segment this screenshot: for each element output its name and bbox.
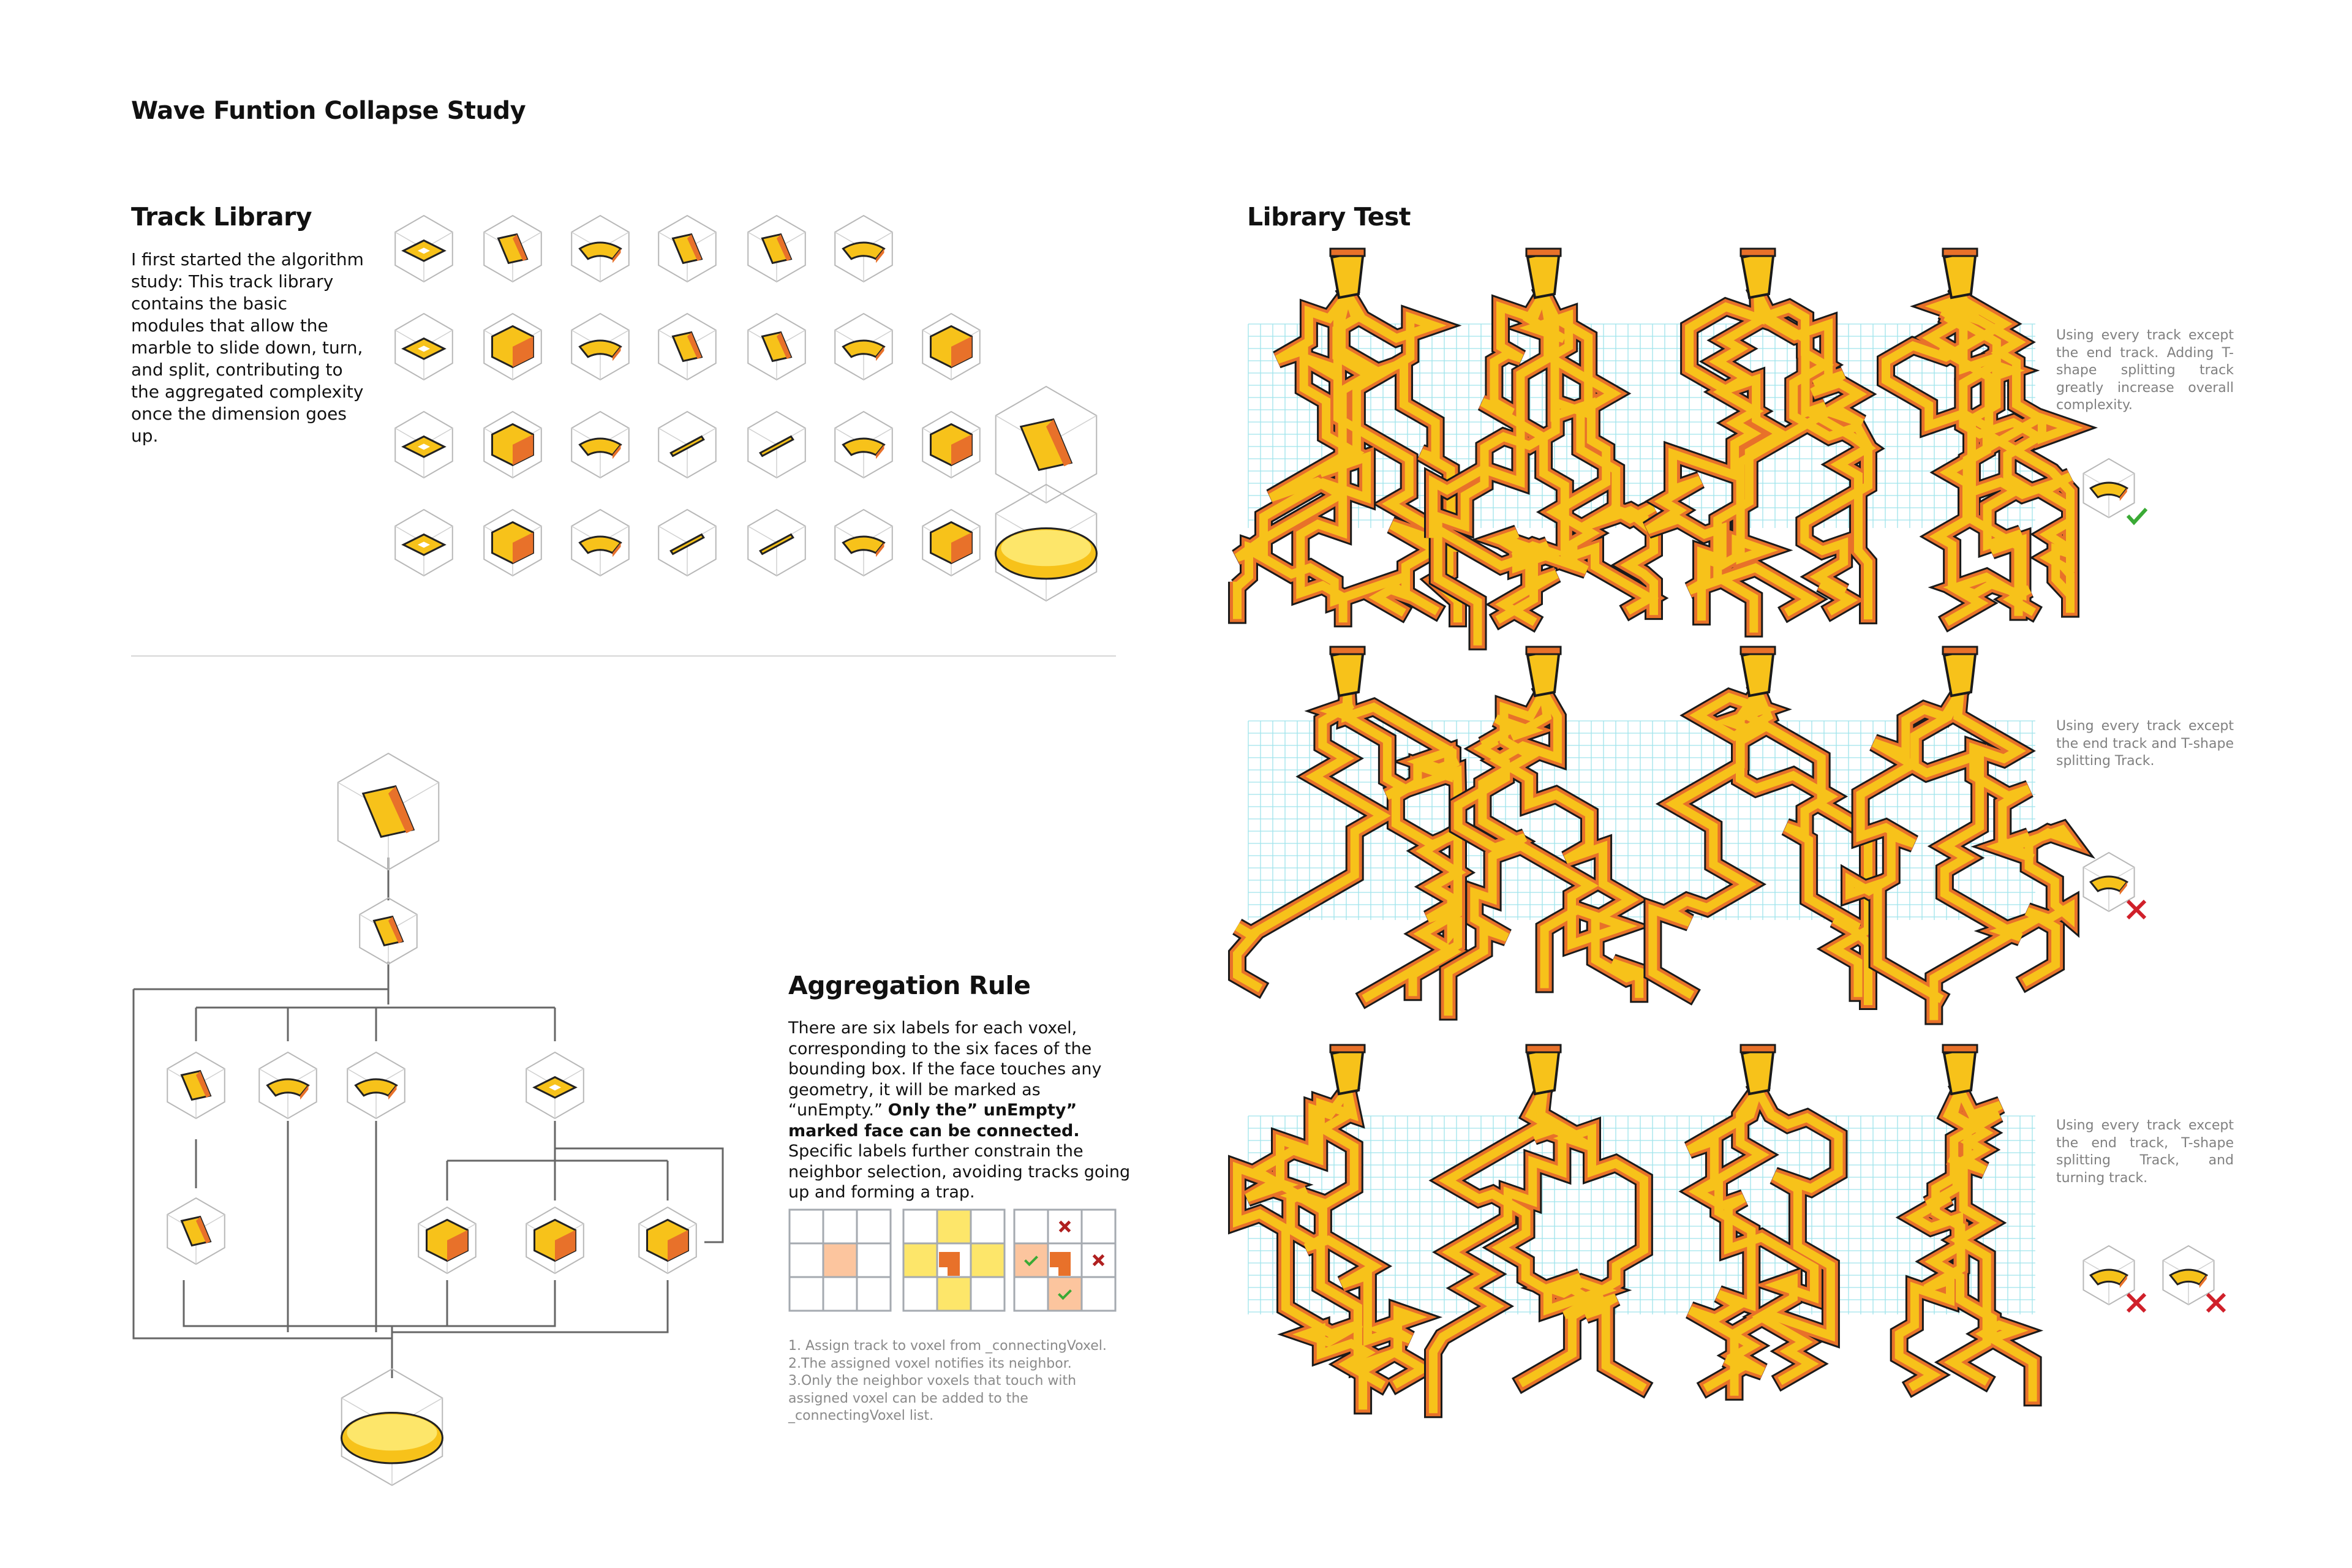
voxel-cell bbox=[790, 1243, 823, 1277]
track-module bbox=[484, 216, 541, 282]
test-caption-2: Using every track except the end track and T-shape splitting Track. bbox=[2056, 718, 2234, 769]
track-module bbox=[922, 412, 980, 478]
bounding-box-edge bbox=[748, 428, 777, 445]
track-module bbox=[347, 1052, 405, 1118]
track-module bbox=[338, 753, 439, 870]
bounding-box-edge bbox=[658, 526, 687, 543]
voxel-cell bbox=[971, 1277, 1005, 1311]
rule-text-1: There are six labels for each voxel, corresponding to the six faces of the bounding box. If the face touches any geometry, it will be marked as “unEmpty.” bbox=[788, 1019, 1102, 1120]
track-module bbox=[167, 1052, 225, 1118]
track-module bbox=[2083, 1246, 2134, 1305]
library-test-heading: Library Test bbox=[1247, 202, 1411, 232]
aggregated-track-structure bbox=[1689, 1045, 1838, 1392]
track-module bbox=[342, 1369, 443, 1485]
flow-connector bbox=[392, 1280, 668, 1332]
test-caption-3: Using every track except the end track, T-shape splitting Track, and turning track. bbox=[2056, 1118, 2234, 1186]
track-module bbox=[167, 1198, 225, 1264]
voxel-cell bbox=[823, 1243, 857, 1277]
track-module bbox=[748, 216, 805, 282]
voxel-cell bbox=[903, 1210, 937, 1243]
start-track bbox=[1332, 1047, 1363, 1094]
rule-text-bold: Only the” unEmpty” marked face can be connected. bbox=[788, 1101, 1080, 1140]
voxel-grid-diagram bbox=[790, 1210, 891, 1311]
start-track-rim bbox=[1330, 1045, 1365, 1052]
page-title: Wave Funtion Collapse Study bbox=[131, 97, 526, 125]
voxel-cell bbox=[937, 1277, 971, 1311]
voxel-cell bbox=[971, 1210, 1005, 1243]
voxel-cell bbox=[1014, 1210, 1048, 1243]
voxel-cell bbox=[823, 1210, 857, 1243]
track-module bbox=[418, 1207, 476, 1273]
voxel-cell bbox=[1082, 1210, 1115, 1243]
flow-connector bbox=[134, 989, 392, 1338]
aggregated-track-structure bbox=[1653, 647, 1868, 1001]
track-module bbox=[2163, 1246, 2214, 1305]
track-module bbox=[658, 412, 716, 478]
voxel-cell bbox=[903, 1277, 937, 1311]
start-track bbox=[1944, 649, 1976, 696]
track-module bbox=[748, 510, 805, 576]
voxel-cell bbox=[1048, 1277, 1082, 1311]
start-track-rim bbox=[1330, 647, 1365, 654]
step-2: 2.The assigned voxel notifies its neighbor. bbox=[788, 1355, 1072, 1371]
end-bowl-inner bbox=[347, 1414, 437, 1450]
result-fail bbox=[2128, 901, 2145, 918]
track-module bbox=[748, 412, 805, 478]
flow-connector bbox=[184, 1280, 555, 1326]
track-module bbox=[922, 510, 980, 576]
track-library-heading: Track Library bbox=[131, 202, 312, 232]
track-module bbox=[2083, 459, 2134, 518]
aggregated-track-structure bbox=[1237, 249, 1458, 618]
voxel-cell bbox=[937, 1210, 971, 1243]
start-track-rim bbox=[1943, 1045, 1977, 1052]
result-fail bbox=[2207, 1294, 2225, 1311]
step-1: 1. Assign track to voxel from _connectingVoxel. bbox=[788, 1338, 1107, 1354]
start-track bbox=[1332, 649, 1363, 696]
rule-text-2: Specific labels further constrain the neighbor selection, avoiding tracks going up and forming a trap. bbox=[788, 1142, 1131, 1202]
start-track-rim bbox=[1526, 1045, 1561, 1052]
voxel-cell bbox=[857, 1277, 891, 1311]
start-track-rim bbox=[1741, 249, 1775, 256]
cross-icon bbox=[2207, 1294, 2225, 1311]
voxel-grid-diagram bbox=[903, 1210, 1005, 1311]
track-module bbox=[395, 510, 453, 576]
track-module bbox=[835, 216, 892, 282]
start-track-rim bbox=[1943, 647, 1977, 654]
result-fail bbox=[2128, 1294, 2145, 1311]
track-module bbox=[639, 1207, 696, 1273]
track-module bbox=[259, 1052, 317, 1118]
track-module bbox=[395, 216, 453, 282]
cross-icon bbox=[2128, 1294, 2145, 1311]
voxel-cell bbox=[1014, 1277, 1048, 1311]
track-module bbox=[996, 386, 1097, 503]
voxel-cell bbox=[857, 1210, 891, 1243]
result-pass bbox=[2128, 509, 2146, 522]
track-module bbox=[526, 1207, 584, 1273]
start-track-rim bbox=[1741, 1045, 1775, 1052]
start-track-rim bbox=[1943, 249, 1977, 256]
track-module bbox=[748, 314, 805, 380]
track-module bbox=[484, 412, 541, 478]
aggregated-track-structure bbox=[1648, 249, 1868, 628]
track-module bbox=[2083, 853, 2134, 911]
voxel-cell bbox=[857, 1243, 891, 1277]
track-module bbox=[658, 314, 716, 380]
check-icon bbox=[2128, 509, 2146, 522]
start-track-rim bbox=[1526, 647, 1561, 654]
voxel-cell bbox=[790, 1277, 823, 1311]
bounding-box-edge bbox=[748, 526, 777, 543]
voxel-cell bbox=[971, 1243, 1005, 1277]
aggregated-track-structure bbox=[1433, 1045, 1644, 1409]
track-module bbox=[571, 216, 629, 282]
end-bowl-inner bbox=[1001, 530, 1091, 566]
track-module bbox=[360, 898, 417, 964]
track-module bbox=[526, 1052, 584, 1118]
voxel-cell bbox=[1082, 1277, 1115, 1311]
aggregated-track-structure bbox=[1433, 249, 1654, 641]
cross-icon bbox=[2128, 901, 2145, 918]
voxel-cell bbox=[1014, 1243, 1048, 1277]
aggregated-track-structure bbox=[1899, 1045, 2033, 1397]
aggregated-track-structure bbox=[1850, 647, 2070, 1016]
step-3: 3.Only the neighbor voxels that touch with assigned voxel can be added to the _connectingVoxel list. bbox=[788, 1373, 1077, 1423]
aggregation-rule-heading: Aggregation Rule bbox=[788, 971, 1031, 1000]
track-library-description: I first started the algorithm study: This track library contains the basic modules that allow the marble to slide down, turn, and split, contributing to the aggregated complexity once the dimension goes up. bbox=[131, 249, 364, 446]
bounding-box-edge bbox=[658, 428, 687, 445]
track-module bbox=[571, 412, 629, 478]
voxel-cell bbox=[823, 1277, 857, 1311]
track-module bbox=[395, 314, 453, 380]
track-module bbox=[835, 510, 892, 576]
voxel-grid-diagram bbox=[1014, 1210, 1115, 1311]
start-track-rim bbox=[1330, 249, 1365, 256]
track-module bbox=[835, 314, 892, 380]
start-track bbox=[1528, 1047, 1559, 1094]
track-module bbox=[484, 314, 541, 380]
aggregated-track-structure bbox=[1237, 647, 1458, 997]
test-caption-1: Using every track except the end track. Adding T-shape splitting track greatly increase overall complexity. bbox=[2056, 328, 2234, 413]
track-module bbox=[571, 510, 629, 576]
voxel-cell bbox=[790, 1210, 823, 1243]
track-module bbox=[571, 314, 629, 380]
track-module bbox=[658, 510, 716, 576]
track-module bbox=[658, 216, 716, 282]
track-module bbox=[395, 412, 453, 478]
track-module bbox=[922, 314, 980, 380]
track-module bbox=[835, 412, 892, 478]
aggregated-track-structure bbox=[1449, 647, 1642, 1011]
track-module bbox=[484, 510, 541, 576]
voxel-cell bbox=[903, 1243, 937, 1277]
start-track-rim bbox=[1526, 249, 1561, 256]
start-track-rim bbox=[1741, 647, 1775, 654]
